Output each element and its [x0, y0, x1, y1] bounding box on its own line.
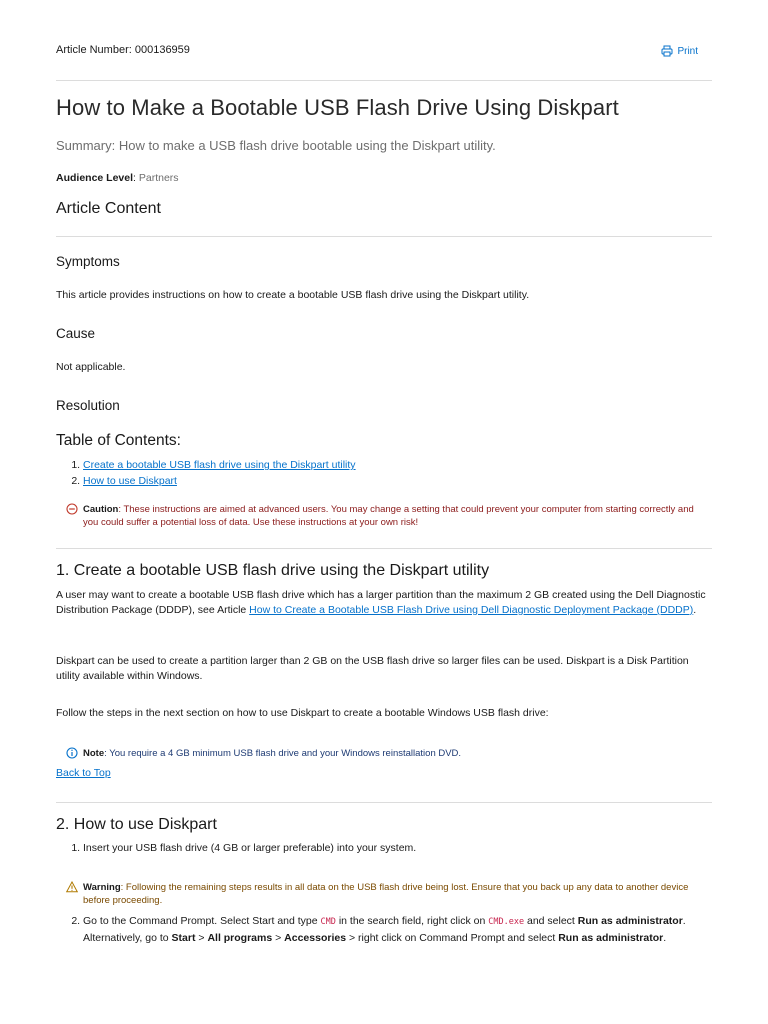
toc-link-create-bootable-usb[interactable]: Create a bootable USB flash drive using the Diskpart utility	[83, 459, 356, 471]
divider	[56, 80, 712, 81]
step-bold: Start	[171, 932, 196, 944]
section1-heading: 1. Create a bootable USB flash drive using the Diskpart utility	[56, 562, 490, 579]
info-circle-icon	[66, 747, 78, 759]
warning-callout	[66, 881, 706, 909]
toc-link-how-to-use-diskpart[interactable]: How to use Diskpart	[83, 475, 177, 487]
code-cmd: CMD	[320, 917, 336, 927]
step-text: and select	[524, 915, 578, 927]
step-bold: Accessories	[284, 932, 347, 944]
note-callout	[66, 747, 706, 761]
toc-heading: Table of Contents:	[56, 432, 181, 449]
caution-label: Caution	[83, 504, 119, 515]
step-item	[83, 913, 712, 946]
section1-p1-text: A user may want to create a bootable USB flash drive which has a larger partition than the maximum 2 GB created using the Dell Diagnostic Distribution Package (DDDP), see Article	[56, 589, 706, 616]
article-header-bar	[56, 44, 712, 60]
note-body: : You require a 4 GB minimum USB flash drive and your Windows reinstallation DVD.	[104, 748, 462, 759]
step-bold: All programs	[207, 932, 273, 944]
note-text	[83, 747, 708, 760]
back-to-top-link[interactable]: Back to Top	[56, 767, 111, 779]
back-to-top-container	[56, 766, 712, 781]
diskpart-steps-list	[56, 840, 712, 856]
diskpart-steps-list-continued	[56, 913, 712, 946]
cause-text: Not applicable.	[56, 361, 126, 373]
step-text: .	[663, 932, 667, 944]
toc-item	[83, 457, 356, 473]
divider	[56, 548, 712, 549]
step-text: Go to the Command Prompt. Select Start and type	[83, 915, 321, 927]
symptoms-text: This article provides instructions on how to create a bootable USB flash drive using the Diskpart utility.	[56, 289, 530, 301]
section1-p1-end: .	[693, 604, 697, 616]
step-text: . Alternatively, go to	[83, 915, 686, 944]
caution-body: : These instructions are aimed at advanced users. You may change a setting that could prevent your computer from starting correctly and you could suffer a potential loss of data. Use these instructions at your own risk!	[83, 504, 694, 528]
step-text: > right click on Command Prompt and select	[346, 932, 559, 944]
caution-callout	[66, 503, 706, 531]
article-number: Article Number: 000136959	[56, 44, 190, 56]
audience-level-separator: :	[133, 172, 139, 184]
section1-paragraph-2: Diskpart can be used to create a partition larger than 2 GB on the USB flash drive so larger files can be used. Diskpart is a Disk Partition utility available within Windows.	[56, 655, 689, 682]
printer-icon	[661, 45, 673, 57]
cause-heading: Cause	[56, 326, 96, 341]
warning-triangle-icon	[66, 881, 78, 893]
step-bold: Run as administrator	[577, 915, 683, 927]
caution-text	[83, 503, 708, 529]
article-summary: Summary: How to make a USB flash drive bootable using the Diskpart utility.	[56, 138, 496, 153]
minus-circle-icon	[66, 503, 78, 515]
audience-level	[56, 172, 179, 184]
warning-text	[83, 881, 708, 907]
article-content-heading: Article Content	[56, 200, 161, 217]
divider	[56, 802, 712, 803]
print-label: Print	[677, 45, 698, 57]
print-button[interactable]	[661, 45, 698, 57]
section2-heading: 2. How to use Diskpart	[56, 816, 217, 833]
page-title: How to Make a Bootable USB Flash Drive Using Diskpart	[56, 95, 619, 120]
warning-label: Warning	[83, 882, 121, 893]
code-cmd-exe: CMD.exe	[488, 917, 525, 927]
step-item: 1. Insert your USB flash drive (4 GB or larger preferable) into your system.	[83, 840, 712, 856]
audience-level-label: Audience Level	[56, 172, 134, 184]
toc-item	[83, 473, 356, 489]
divider	[56, 236, 712, 237]
dddp-article-link[interactable]: How to Create a Bootable USB Flash Drive using Dell Diagnostic Deployment Package (DDDP)	[249, 604, 694, 616]
audience-level-value: Partners	[138, 172, 179, 184]
step-text: >	[272, 932, 285, 944]
section1-paragraph-1	[56, 588, 712, 618]
note-label: Note	[83, 748, 105, 759]
symptoms-heading: Symptoms	[56, 254, 120, 269]
warning-body: : Following the remaining steps results in all data on the USB flash drive being lost. Ensure that you back up any data to another device before proceeding.	[83, 882, 689, 906]
step-bold: Run as administrator	[558, 932, 664, 944]
step-text: in the search field, right click on	[335, 915, 489, 927]
step-text: >	[195, 932, 208, 944]
section1-paragraph-3: Follow the steps in the next section on how to use Diskpart to create a bootable Windows USB flash drive:	[56, 707, 549, 719]
toc-list	[56, 457, 356, 489]
resolution-heading: Resolution	[56, 398, 120, 413]
